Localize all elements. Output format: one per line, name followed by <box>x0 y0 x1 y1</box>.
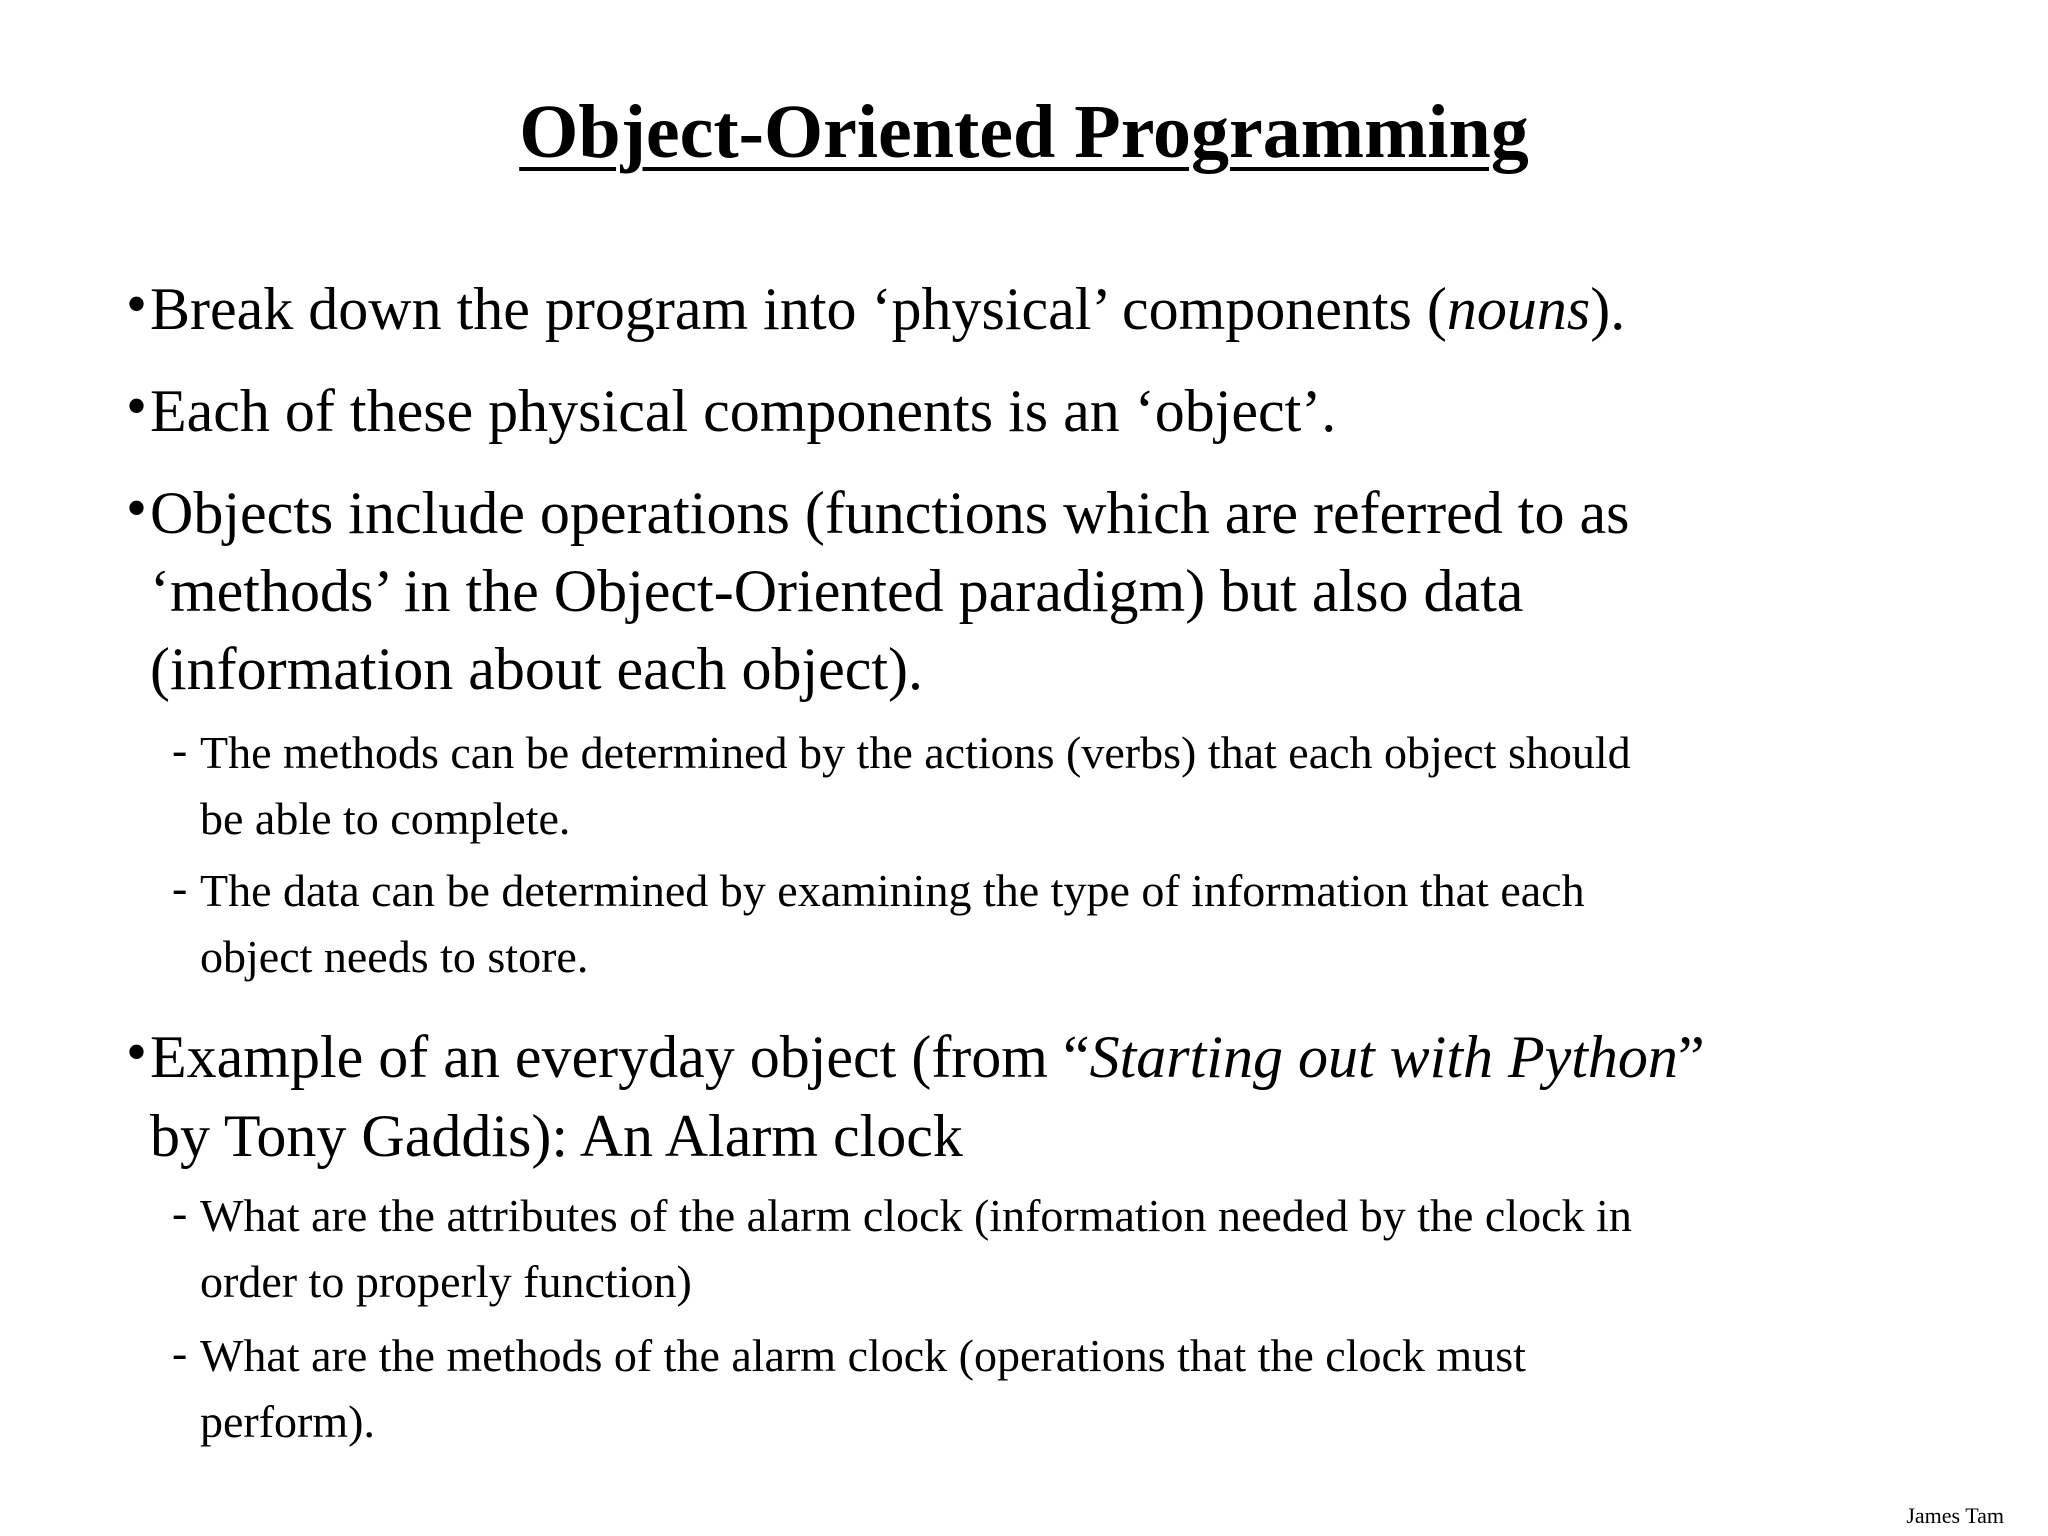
subitem-4-1-line-1: What are the attributes of the alarm clock (information needed by the clock in <box>200 1190 1632 1241</box>
dash-marker: - <box>172 862 188 913</box>
dash-marker: - <box>172 724 188 775</box>
bullet-1-text: Break down the program into ‘physical’ components (nouns). <box>150 276 1626 342</box>
subitem-3-1-line-2: be able to complete. <box>200 793 571 844</box>
bullet-4-line-2: by Tony Gaddis): An Alarm clock <box>150 1103 963 1169</box>
bullet-marker: • <box>126 1019 148 1085</box>
dash-marker: - <box>172 1187 188 1238</box>
bullet-3-line-1: Objects include operations (functions which are referred to as <box>150 480 1630 546</box>
bullet-2-text: Each of these physical components is an ‘object’. <box>150 378 1337 444</box>
dash-marker: - <box>172 1327 188 1378</box>
bullet-marker: • <box>126 271 148 337</box>
subitem-4-2-line-2: perform). <box>200 1396 375 1447</box>
subitem-4-2-line-1: What are the methods of the alarm clock (operations that the clock must <box>200 1330 1526 1381</box>
bullet-4-line-1: Example of an everyday object (from “Starting out with Python” <box>150 1024 1705 1090</box>
bullet-marker: • <box>126 475 148 541</box>
subitem-3-1-line-1: The methods can be determined by the actions (verbs) that each object should <box>200 727 1631 778</box>
bullet-3-line-3: (information about each object). <box>150 636 924 702</box>
bullet-marker: • <box>126 373 148 439</box>
subitem-3-2-line-2: object needs to store. <box>200 931 589 982</box>
slide-title: Object-Oriented Programming <box>519 90 1529 174</box>
subitem-3-2-line-1: The data can be determined by examining the type of information that each <box>200 865 1585 916</box>
bullet-3-line-2: ‘methods’ in the Object-Oriented paradigm) but also data <box>150 558 1524 624</box>
subitem-4-1-line-2: order to properly function) <box>200 1256 692 1307</box>
author-footer: James Tam <box>1906 1503 2004 1528</box>
